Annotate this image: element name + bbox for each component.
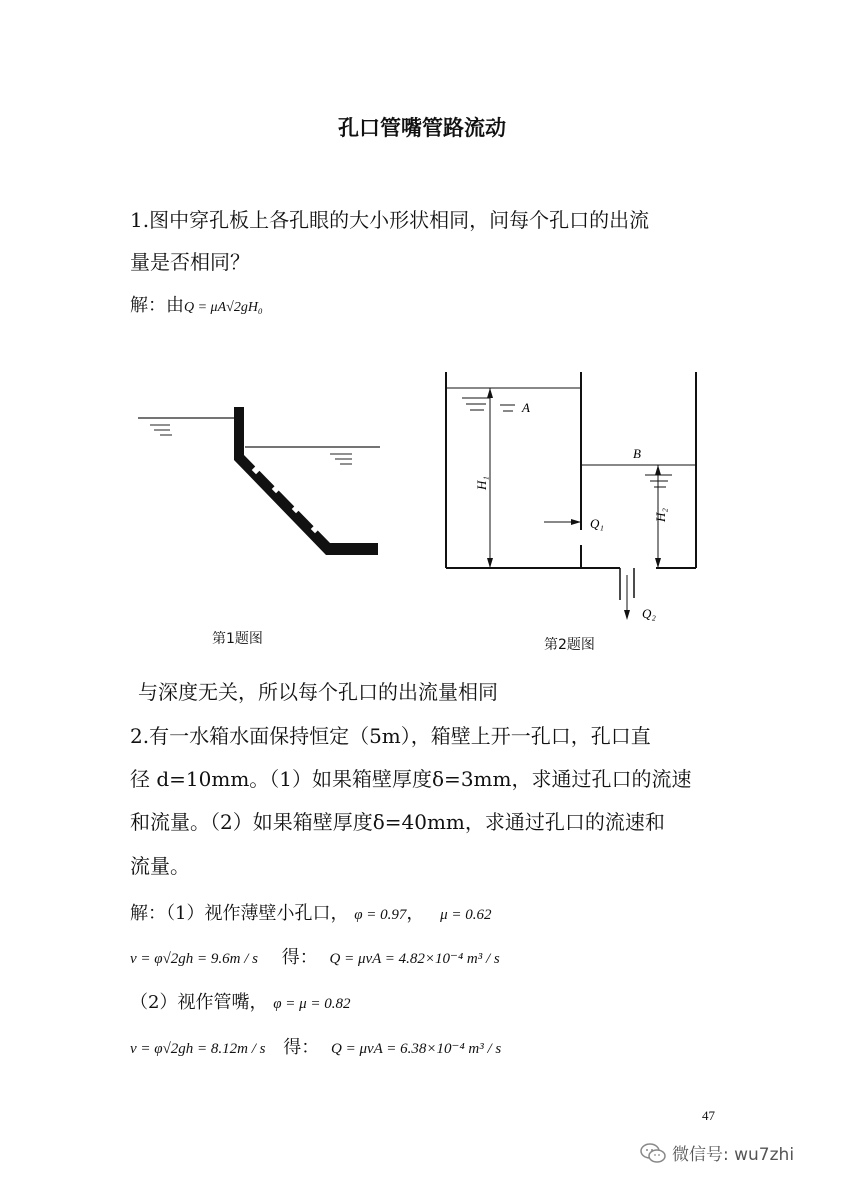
watermark (640, 1140, 794, 1165)
figure-2-caption: 第2题图 (544, 637, 595, 653)
q2-solution-2-phimu: φ = μ = 0.82 (273, 996, 351, 1012)
q2-solution-2 (130, 988, 351, 1014)
label-H1: H₁ (474, 476, 489, 490)
q2-solution-1-de: 得： (281, 947, 318, 968)
q2-solution-1-text: 解：（1）视作薄壁小孔口， (130, 903, 349, 924)
q2-solution-1-velocity: v = φ√2gh = 9.6m / s (130, 951, 259, 967)
figure-1-perforated-plate (130, 395, 390, 565)
q2-solution-2-text: （2）视作管嘴， (130, 992, 268, 1013)
q2-solution-1-phi: φ = 0.97 (354, 907, 407, 923)
watermark-text: 微信号: wu7zhi (672, 1145, 795, 1165)
q2-solution-1-sep: ， (406, 903, 425, 924)
page-title: 孔口管嘴管路流动 (338, 116, 506, 140)
figure-2-two-tanks (440, 370, 710, 630)
q2-solution-1-flow: Q = μvA = 4.82×10⁻⁴ m³ / s (329, 951, 500, 967)
q2-text-line1: 2.有一水箱水面保持恒定（5m），箱壁上开一孔口，孔口直 (130, 724, 651, 748)
q2-text-line2: 径 d=10mm。（1）如果箱壁厚度δ=3mm，求通过孔口的流速 (130, 767, 692, 791)
q2-solution-1 (130, 899, 492, 925)
q1-solution-prefix: 解：由 (130, 295, 184, 316)
label-H2: H₂ (653, 508, 668, 522)
q2-solution-1-formulas (130, 943, 500, 969)
page-number: 47 (702, 1108, 715, 1123)
label-Q2: Q₂ (642, 606, 656, 621)
q2-solution-2-de: 得： (283, 1037, 320, 1058)
q1-solution (130, 291, 263, 317)
q1-conclusion: 与深度无关，所以每个孔口的出流量相同 (138, 680, 498, 704)
q2-solution-2-formulas (130, 1033, 501, 1059)
wechat-icon (640, 1142, 666, 1164)
q1-text-line1: 1.图中穿孔板上各孔眼的大小形状相同，问每个孔口的出流 (130, 208, 650, 232)
q2-solution-2-flow: Q = μvA = 6.38×10⁻⁴ m³ / s (331, 1041, 502, 1057)
q2-solution-1-mu: μ = 0.62 (440, 907, 492, 923)
q2-text-line4: 流量。 (130, 854, 190, 878)
label-B: B (633, 446, 641, 461)
q1-text-line2: 量是否相同？ (130, 250, 250, 274)
q2-text-line3: 和流量。（2）如果箱壁厚度δ=40mm，求通过孔口的流速和 (130, 810, 665, 834)
figure-1-caption: 第1题图 (212, 631, 263, 647)
q2-solution-2-velocity: v = φ√2gh = 8.12m / s (130, 1041, 266, 1057)
label-Q1: Q₁ (590, 516, 604, 531)
q1-solution-formula: Q = μA√2gH₀ (184, 300, 263, 315)
label-A: A (522, 400, 530, 415)
